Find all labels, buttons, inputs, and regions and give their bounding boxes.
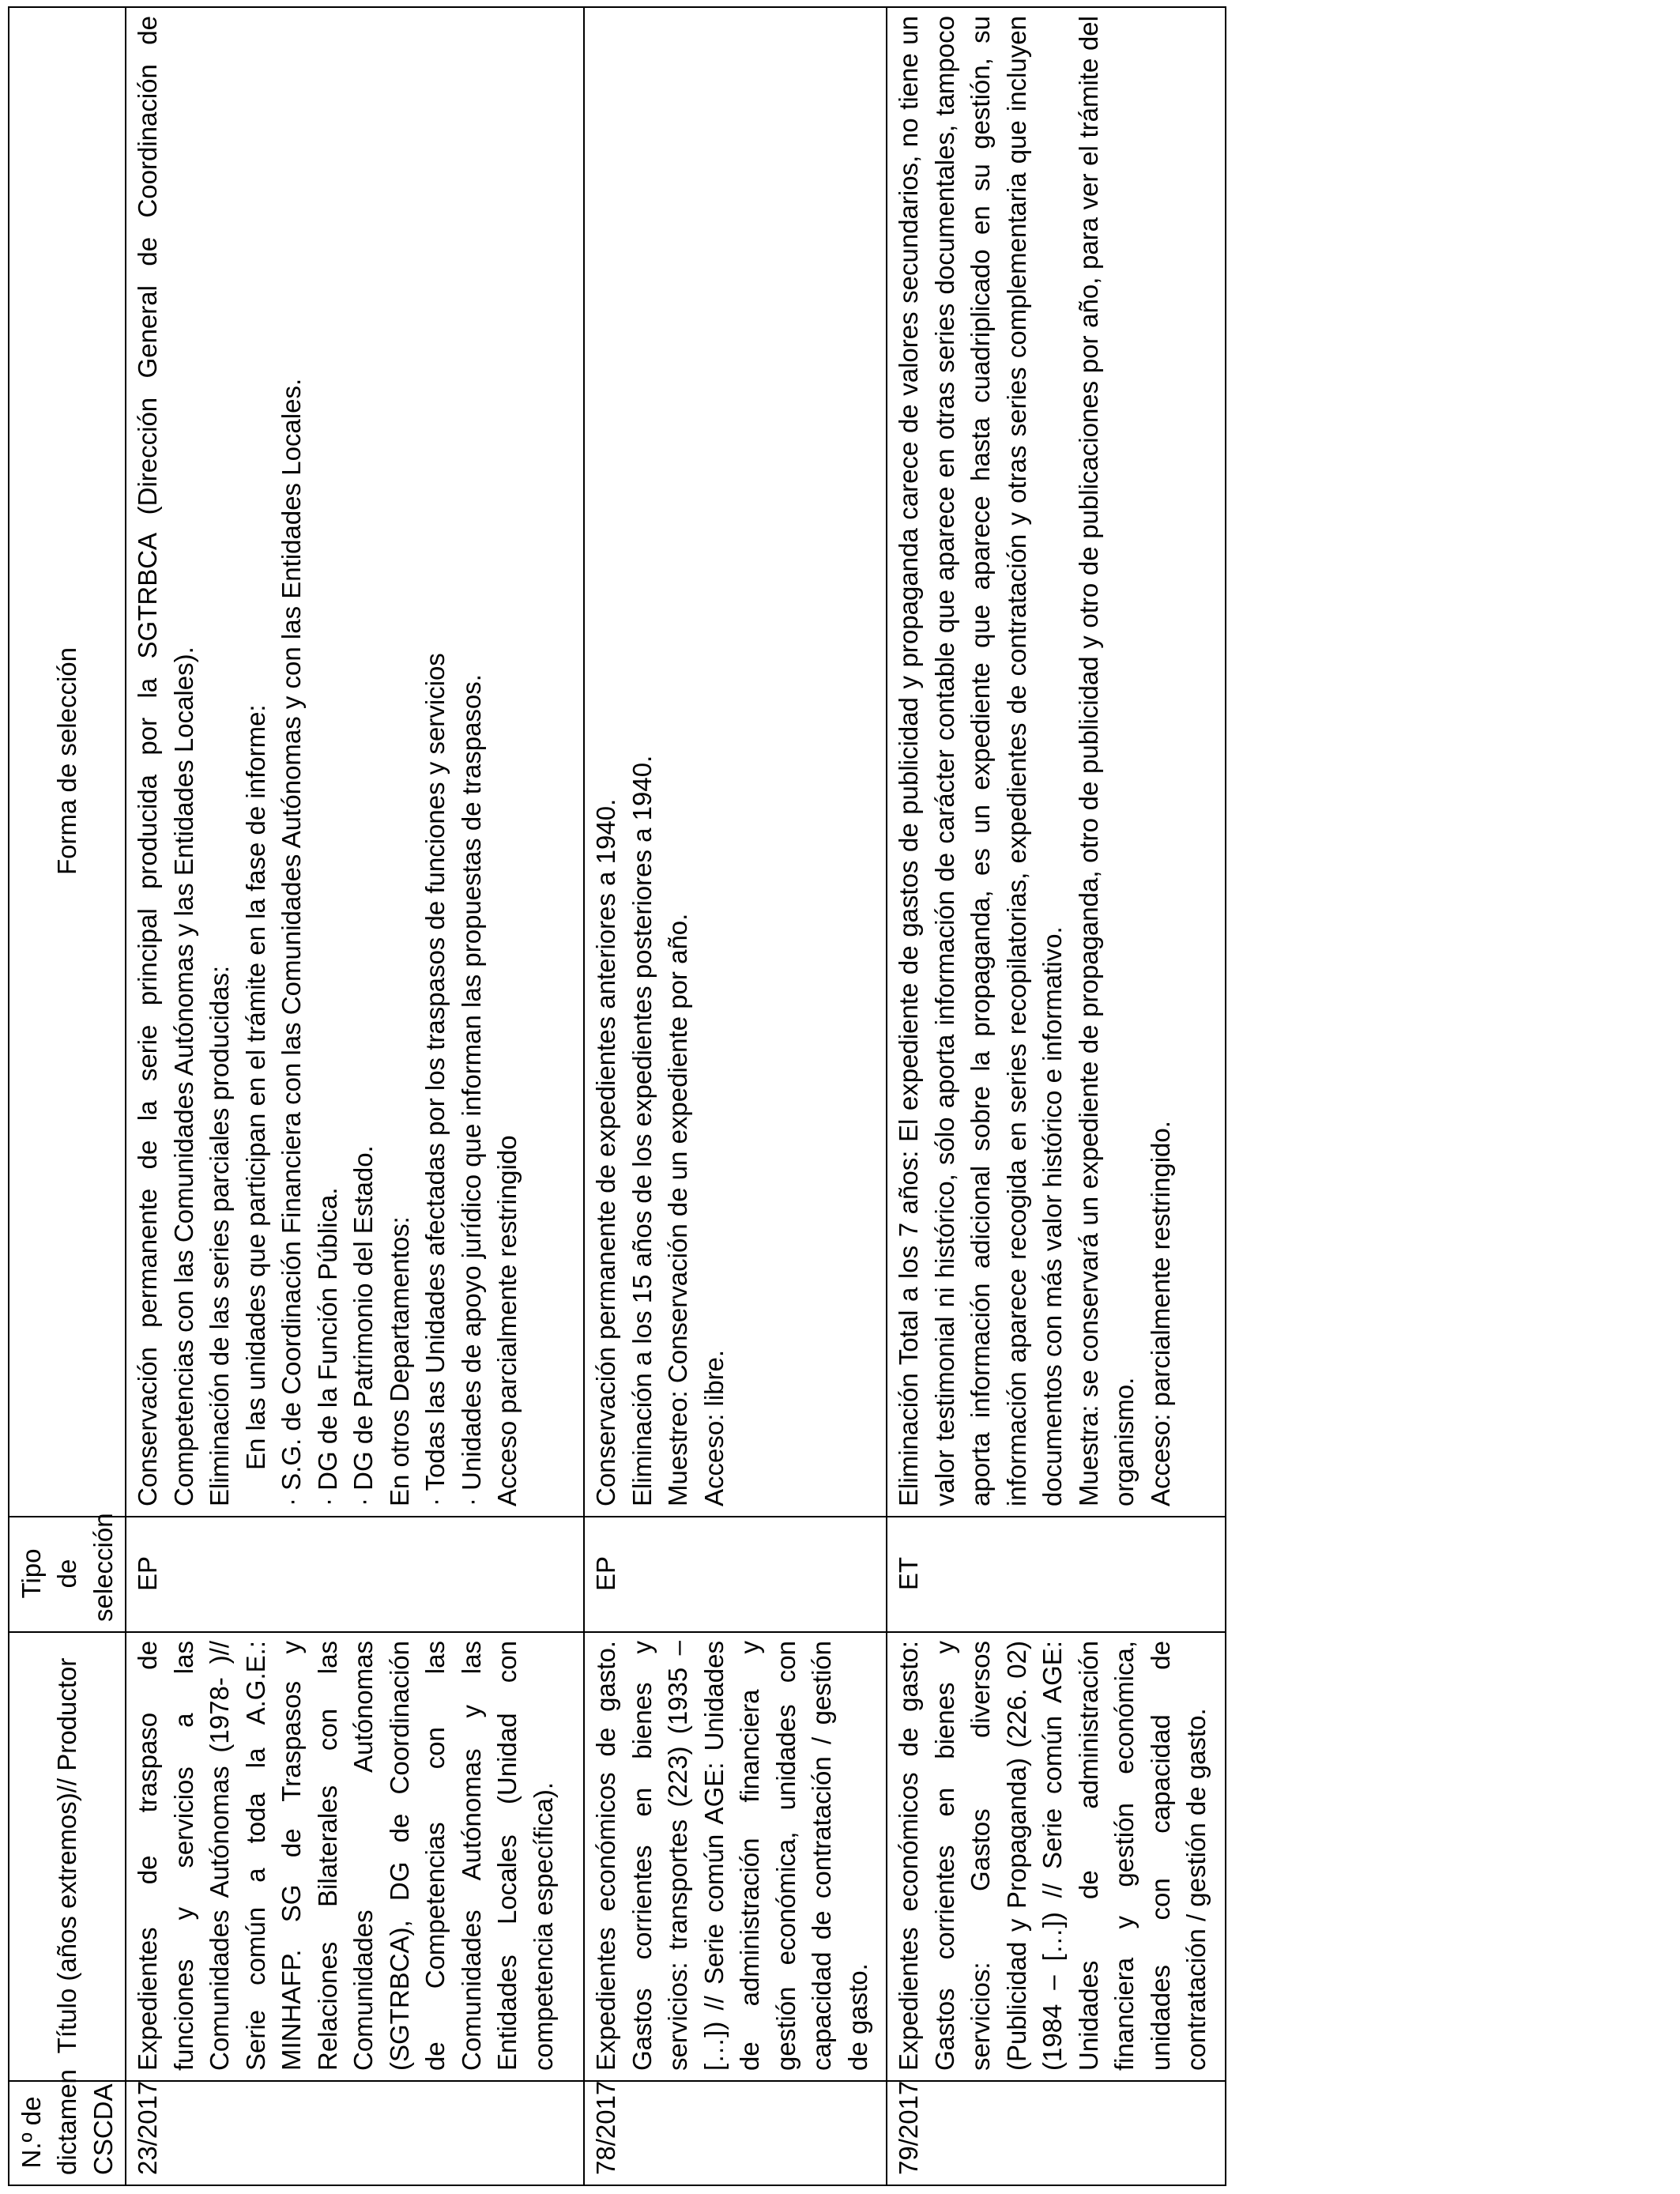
table-row: [887, 7, 1226, 2185]
row-num: 23/2017: [126, 2081, 584, 2185]
forma-line: En las unidades que participan en el trámite en la fase de informe:: [240, 704, 270, 1470]
forma-line: Eliminación de las series parciales producidas:: [205, 965, 234, 1506]
row-forma: [126, 7, 584, 1517]
forma-line: Conservación permanente de expedientes anteriores a 1940.: [591, 798, 620, 1506]
forma-line: Conservación permanente de la serie principal producida por la SGTRBCA (Dirección General de Coordinación de Competencias con las Comunidades Autónomas y las Entidades Locales).: [133, 16, 198, 1506]
header-forma: Forma de selección: [9, 7, 126, 1517]
forma-line: · DG de la Función Pública.: [312, 1187, 342, 1506]
row-num: 78/2017: [584, 2081, 887, 2185]
forma-line: · S.G. de Coordinación Financiera con las Comunidades Autónomas y con las Entidades Locales.: [277, 378, 306, 1506]
forma-line: · Unidades de apoyo jurídico que informan las propuestas de traspasos.: [456, 674, 486, 1506]
header-tipo: [9, 1513, 126, 1632]
forma-line: Acceso: libre.: [699, 1349, 729, 1506]
row-title: Expedientes de traspaso de funciones y servicios a las Comunidades Autónomas (1978- )// Serie común a toda la A.G.E.: MINHAFP. SG de Traspasos y Relaciones Bilaterales con las Comunidades Autónomas (SGTRBCA), DG de Coordinación de Competencias con las Comunidades Autónomas y las Entidades Locales (Unidad con competencia específica).: [126, 1632, 584, 2081]
row-tipo: EP: [584, 1517, 887, 1632]
row-num: 79/2017: [887, 2081, 1226, 2185]
header-num: [9, 2069, 126, 2185]
row-forma: [584, 7, 887, 1517]
forma-line: Muestra: se conservará un expediente de propaganda, otro de publicidad y otro de publicaciones por año, para ver el trámite del organismo.: [1073, 16, 1139, 1506]
row-tipo: ET: [887, 1517, 1226, 1632]
header-num-line: CSCDA: [88, 2083, 118, 2175]
table-row: [584, 7, 887, 2185]
row-forma: [887, 7, 1226, 1517]
row-title: Expedientes económicos de gasto. Gastos corrientes en bienes y servicios: transportes (223) (1935 – […]) // Serie común AGE: Unidades de administración financiera y gestión económica, unidades con capacidad de contratación / gestión de gasto.: [584, 1632, 887, 2081]
header-tipo-line: Tipo: [16, 1548, 46, 1599]
header-tipo-line: de: [52, 1559, 82, 1589]
forma-line: Eliminación a los 15 años de los expedientes posteriores a 1940.: [627, 755, 657, 1506]
header-title: Título (años extremos)// Productor: [9, 1632, 126, 2081]
header-tipo-line: selección: [88, 1513, 118, 1622]
row-tipo: EP: [126, 1517, 584, 1632]
header-num-line: dictamen: [52, 2069, 82, 2175]
row-title: Expedientes económicos de gasto: Gastos corrientes en bienes y servicios: Gastos diversos (Publicidad y Propaganda) (226. 02) (1984 – […]) // Serie común AGE: Unidades de administración financiera y gestión económica, unidades con capacidad de contratación / gestión de gasto.: [887, 1632, 1226, 2081]
forma-line: Acceso: parcialmente restringido.: [1145, 1121, 1175, 1506]
header-row: [9, 7, 126, 2185]
forma-line: Eliminación Total a los 7 años: El expediente de gastos de publicidad y propaganda carece de valores secundarios, no tiene un valor testimonial ni histórico, sólo aporta información de carácter contable que aparece en otras series documentales, tampoco aporta información adicional sobre la propaganda, es un expediente que aparece hasta cuadriplicado en su gestión, su información aparece recogida en series recopilatorias, expedientes de contratación y otras series complementaria que incluyen documentos con más valor histórico e informativo.: [894, 16, 1067, 1506]
rotated-table-container: [8, 8, 1225, 2186]
forma-line: En otros Departamentos:: [384, 1216, 414, 1506]
forma-line: Acceso parcialmente restringido: [492, 1135, 522, 1506]
forma-line: · DG de Patrimonio del Estado.: [348, 1145, 378, 1506]
forma-line: Muestreo: Conservación de un expediente por año.: [663, 913, 692, 1506]
dictamenes-table: [8, 6, 1226, 2186]
header-num-line: N.º de: [16, 2096, 46, 2169]
table-row: [126, 7, 584, 2185]
forma-line: · Todas las Unidades afectadas por los traspasos de funciones y servicios: [420, 653, 450, 1506]
